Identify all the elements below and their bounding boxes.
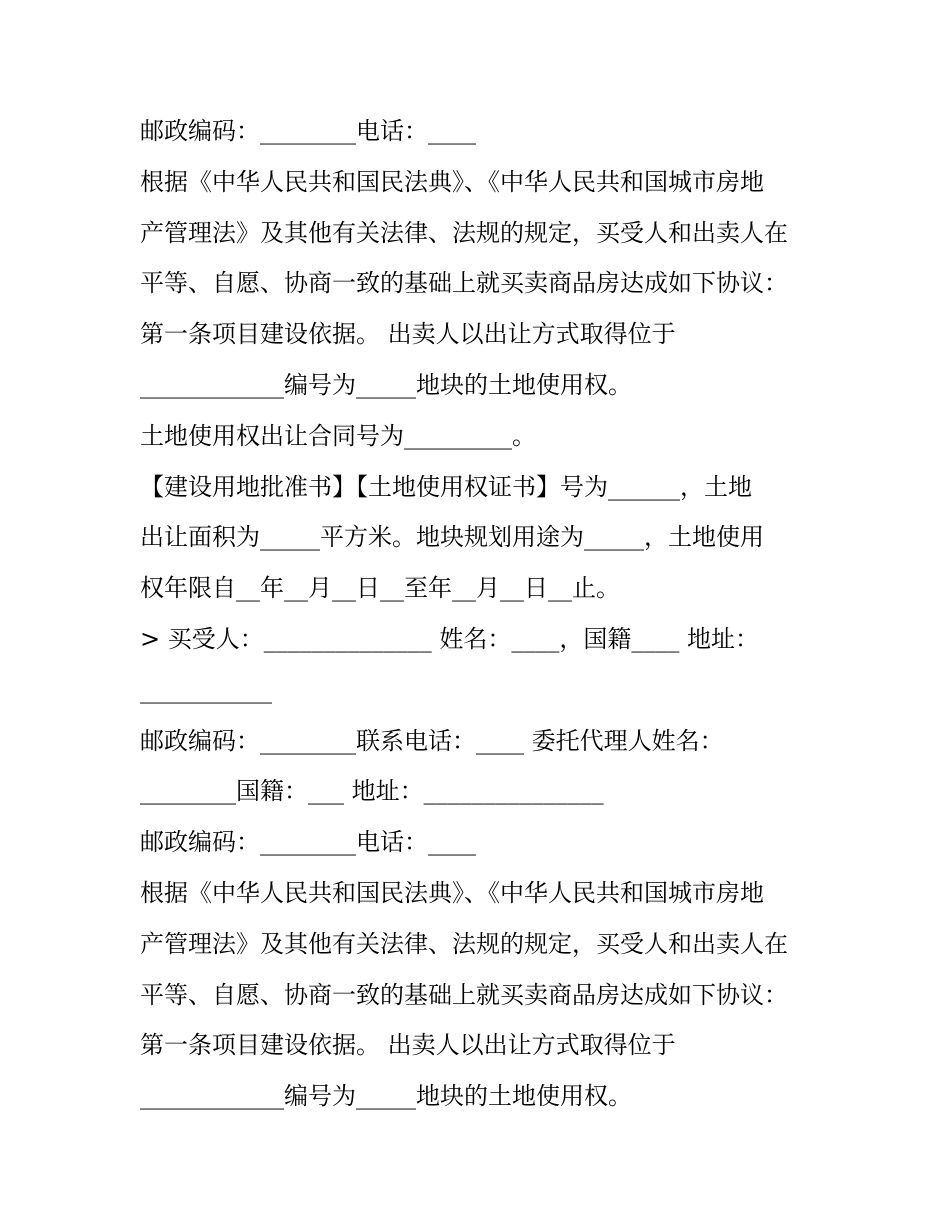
preamble-line-2-repeat: 产管理法》及其他有关法律、法规的规定，买受人和出卖人在 <box>140 929 788 958</box>
preamble-line-1-repeat: 根据《中华人民共和国民法典》、《中华人民共和国城市房地 <box>140 878 764 907</box>
land-location-line: ____________编号为_____地块的土地使用权。 <box>140 370 632 399</box>
preamble-line-2: 产管理法》及其他有关法律、法规的规定，买受人和出卖人在 <box>140 218 788 247</box>
buyer-info-line: > 买受人：______________ 姓名：____，国籍____ 地址： <box>140 624 759 653</box>
preamble-line-1: 根据《中华人民共和国民法典》、《中华人民共和国城市房地 <box>140 167 764 196</box>
land-location-line-repeat: ____________编号为_____地块的土地使用权。 <box>140 1082 632 1111</box>
article-1-heading-line-repeat: 第一条项目建设依据。 出卖人以出让方式取得位于 <box>140 1031 676 1060</box>
buyer-address-blank-line: ___________ <box>140 675 272 704</box>
postal-phone-line-repeat: 邮政编码：________电话：____ <box>140 828 476 857</box>
seller-postal-phone-line: 邮政编码：________电话：____ <box>140 117 476 145</box>
article-1-heading-line: 第一条项目建设依据。 出卖人以出让方式取得位于 <box>140 320 676 349</box>
buyer-postal-agent-line: 邮政编码：________联系电话：____ 委托代理人姓名： <box>140 726 724 755</box>
land-contract-number-line: 土地使用权出让合同号为_________。 <box>140 421 536 450</box>
land-area-line: 出让面积为_____平方米。地块规划用途为_____，土地使用 <box>140 523 764 552</box>
agent-nationality-address-line: ________国籍：___ 地址：_______________ <box>140 777 604 806</box>
land-term-line: 权年限自__年__月__日__至年__月__日__止。 <box>140 574 620 603</box>
preamble-line-3: 平等、自愿、协商一致的基础上就买卖商品房达成如下协议： <box>140 269 788 298</box>
document-body <box>140 106 830 1122</box>
preamble-line-3-repeat: 平等、自愿、协商一致的基础上就买卖商品房达成如下协议： <box>140 980 788 1009</box>
land-certificate-line: 【建设用地批准书】【土地使用权证书】号为______，土地 <box>140 472 752 501</box>
